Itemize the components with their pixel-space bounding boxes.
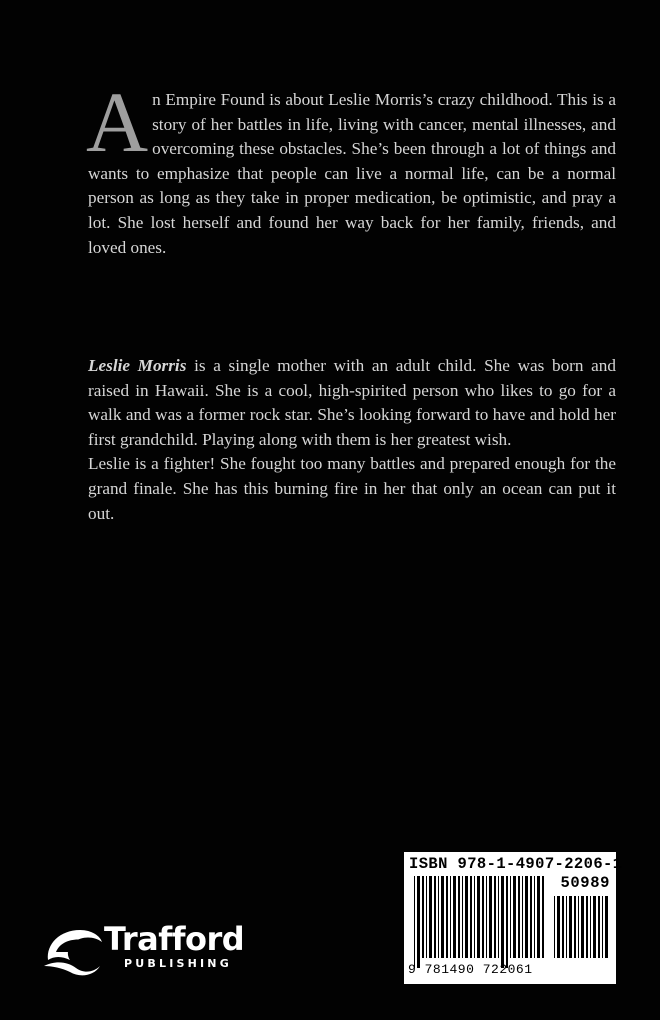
barcode-bar xyxy=(562,896,564,958)
barcode-bar xyxy=(434,876,436,958)
price-code: 50989 xyxy=(560,874,610,892)
bio-paragraph-1 xyxy=(88,354,616,452)
barcode-bar xyxy=(501,876,504,968)
barcode-bar xyxy=(429,876,432,958)
barcode-bar xyxy=(414,876,415,968)
barcode-bar xyxy=(453,876,456,958)
back-cover-blurb xyxy=(86,74,616,260)
barcode-bar xyxy=(513,876,516,958)
barcode-bar xyxy=(458,876,460,958)
barcode-bar xyxy=(462,876,463,958)
bio-paragraph-2: Leslie is a fighter! She fought too many battles and prepared enough for the grand finale. She has this burning fire in her that only an ocean can put it out. xyxy=(88,454,616,523)
barcode-bar xyxy=(593,896,596,958)
barcode-bar xyxy=(590,896,591,958)
barcode-bars-addon xyxy=(554,896,610,968)
barcode-bar xyxy=(506,876,508,968)
barcode-bar xyxy=(438,876,439,958)
wave-logo-icon xyxy=(42,924,110,976)
barcode-bar xyxy=(422,876,424,958)
barcode-bar xyxy=(557,896,560,958)
publisher-logo xyxy=(42,920,292,976)
barcode-bar xyxy=(477,876,480,958)
drop-cap: A xyxy=(86,74,149,170)
isbn-text: ISBN 978-1-4907-2206-1 xyxy=(409,855,623,873)
barcode-bar xyxy=(554,896,555,958)
barcode-bar xyxy=(542,876,544,958)
barcode-bar xyxy=(489,876,492,958)
barcode-bar xyxy=(598,896,600,958)
barcode-bar xyxy=(569,896,572,958)
barcode-bar xyxy=(530,876,532,958)
barcode-digits: 9 781490 722061 xyxy=(408,962,533,977)
publisher-sub: PUBLISHING xyxy=(124,957,232,970)
barcode-bar xyxy=(498,876,499,958)
barcode-bar xyxy=(578,896,579,958)
barcode-bar xyxy=(537,876,540,958)
barcode-bar xyxy=(441,876,444,958)
barcode-bar xyxy=(482,876,484,958)
barcode-bars-main xyxy=(414,876,544,968)
publisher-name: Trafford xyxy=(104,920,245,958)
barcode-bar xyxy=(470,876,472,958)
barcode-bar xyxy=(605,896,608,958)
barcode-bar xyxy=(522,876,523,958)
barcode-bar xyxy=(518,876,520,958)
barcode-bar xyxy=(450,876,451,958)
barcode-bar xyxy=(586,896,588,958)
barcode-bar xyxy=(534,876,535,958)
barcode-bar xyxy=(581,896,584,958)
author-bio xyxy=(88,354,616,526)
bio-paragraph-1-text: is a single mother with an adult child. She was born and raised in Hawaii. She is a cool, high-spirited person who likes to go for a walk and was a former rock star. She’s looking forward to have and hold her first grandchild. Playing along with them is her greatest wish. xyxy=(88,356,616,449)
barcode-bar xyxy=(602,896,603,958)
barcode-bar xyxy=(486,876,487,958)
isbn-barcode xyxy=(404,852,623,984)
author-name: Leslie Morris xyxy=(88,356,187,375)
barcode-bar xyxy=(574,896,576,958)
barcode-bar xyxy=(417,876,420,968)
barcode-bar xyxy=(510,876,511,958)
barcode-bar xyxy=(494,876,496,958)
barcode-bar xyxy=(566,896,567,958)
barcode-bar xyxy=(525,876,528,958)
barcode-bar xyxy=(474,876,475,958)
barcode-bar xyxy=(446,876,448,958)
barcode-bar xyxy=(465,876,468,958)
barcode-bar xyxy=(426,876,427,958)
blurb-text: n Empire Found is about Leslie Morris’s crazy childhood. This is a story of her battles in life, living with cancer, mental illnesses, and overcoming these obstacles. She’s been through a lot of things and wants to emphasize that people can live a normal life, can be a normal person as long as they take in proper medication, be optimistic, and pray a lot. She lost herself and found her way back for her family, friends, and loved ones. xyxy=(88,90,616,257)
